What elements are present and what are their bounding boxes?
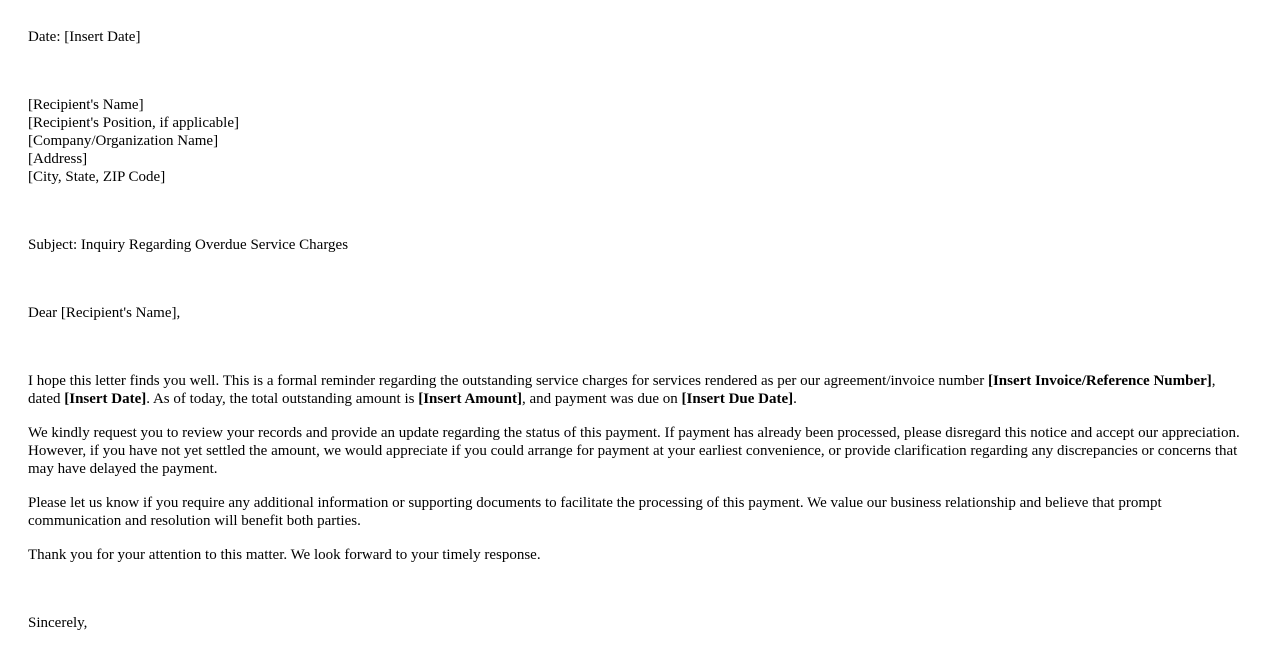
paragraph-1-text-a: I hope this letter finds you well. This is a formal reminder regarding the outstanding service charges for services rendered as per our agreement/invoice number [28, 373, 988, 389]
recipient-city-state-zip: [City, State, ZIP Code] [28, 169, 166, 185]
recipient-position: [Recipient's Position, if applicable] [28, 115, 239, 131]
body-paragraph-3: Please let us know if you require any additional information or supporting documents to facilitate the processing of this payment. We value our business relationship and believe that prompt communication and resolution will benefit both parties. [28, 495, 1162, 529]
invoice-date-placeholder: [Insert Date] [64, 391, 147, 407]
due-date-placeholder: [Insert Due Date] [681, 391, 794, 407]
paragraph-1-text-c: . As of today, the total outstanding amount is [146, 391, 419, 407]
date-line: Date: [Insert Date] [28, 29, 141, 45]
salutation: Dear [Recipient's Name], [28, 305, 181, 321]
paragraph-1-text-d: , and payment was due on [521, 391, 682, 407]
recipient-name: [Recipient's Name] [28, 97, 144, 113]
recipient-company: [Company/Organization Name] [28, 133, 219, 149]
closing: Sincerely, [28, 615, 88, 631]
amount-placeholder: [Insert Amount] [418, 391, 522, 407]
paragraph-1-text-e: . [793, 391, 797, 407]
recipient-address-block [28, 96, 1250, 186]
body-paragraph-2: We kindly request you to review your records and provide an update regarding the status of this payment. If payment has already been processed, please disregard this notice and accept our appreciation. However, if you have not yet settled the amount, we would appreciate if you could arrange for payment at your earliest convenience, or provide clarification regarding any discrepancies or concerns that may have delayed the payment. [28, 425, 1240, 477]
recipient-address: [Address] [28, 151, 88, 167]
paragraph-1-text-b: , dated [28, 373, 1216, 407]
body-paragraph-1 [28, 372, 1250, 408]
body-paragraph-4: Thank you for your attention to this matter. We look forward to your timely response. [28, 547, 541, 563]
subject-line: Subject: Inquiry Regarding Overdue Service Charges [28, 237, 349, 253]
invoice-number-placeholder: [Insert Invoice/Reference Number] [987, 373, 1212, 389]
